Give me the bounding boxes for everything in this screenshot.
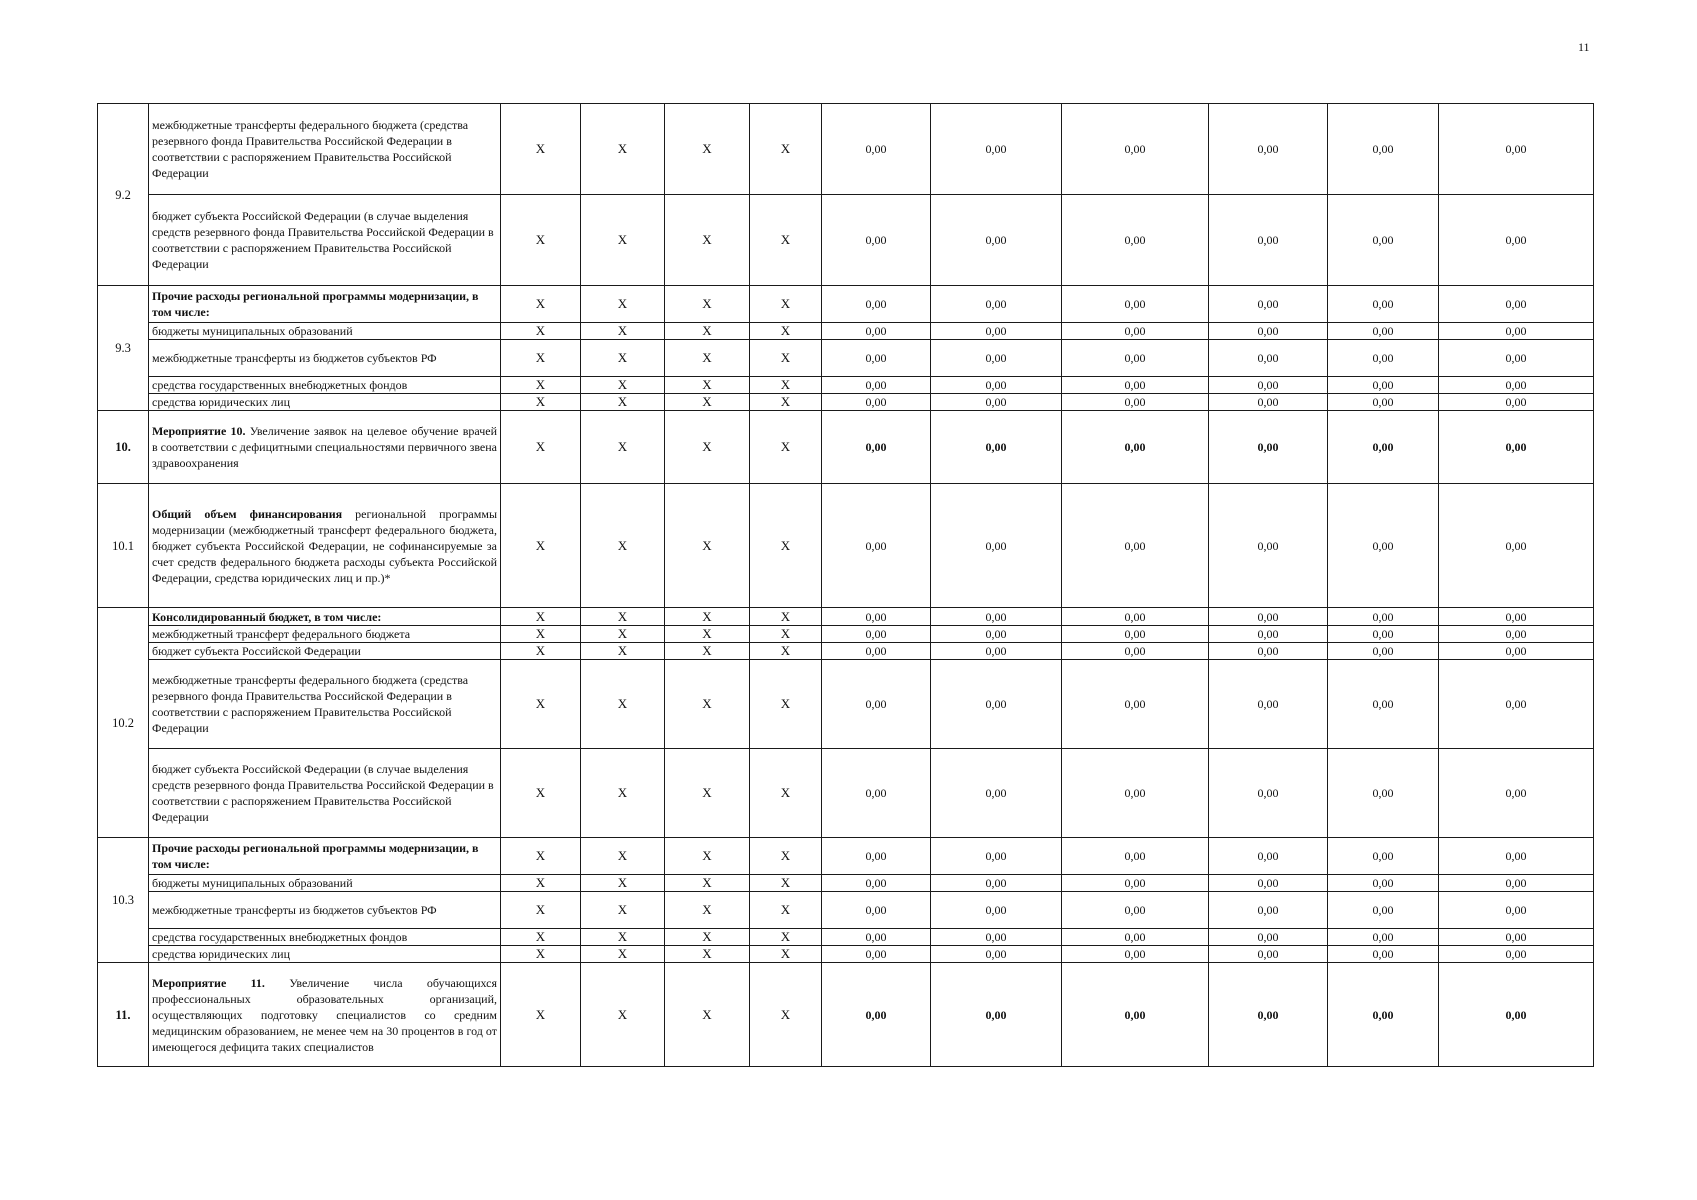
table-row xyxy=(98,340,1594,377)
cell-x-mark: X xyxy=(750,377,822,394)
cell-x-mark: X xyxy=(501,323,581,340)
cell-x-mark: X xyxy=(501,377,581,394)
row-label-text: Увеличение числа обучающихся профессиональных образовательных организаций, осуществляющих подготовку специалистов со средним медицинским образованием, не менее чем на 30 процентов в год от имеющегося дефицита таких специалистов xyxy=(152,975,497,1054)
table-row xyxy=(98,660,1594,749)
table-row xyxy=(98,626,1594,643)
cell-value: 0,00 xyxy=(1209,660,1328,749)
cell-value: 0,00 xyxy=(1209,286,1328,323)
cell-value: 0,00 xyxy=(1209,929,1328,946)
cell-x-mark: X xyxy=(750,963,822,1067)
cell-x-mark: X xyxy=(581,929,665,946)
cell-value: 0,00 xyxy=(822,946,931,963)
cell-value: 0,00 xyxy=(1062,643,1209,660)
row-label xyxy=(149,749,501,838)
cell-value: 0,00 xyxy=(1439,875,1594,892)
table-row xyxy=(98,838,1594,875)
cell-value: 0,00 xyxy=(822,643,931,660)
cell-value: 0,00 xyxy=(931,377,1062,394)
table-row xyxy=(98,892,1594,929)
row-label-text: межбюджетный трансферт федерального бюджета xyxy=(152,627,411,641)
cell-x-mark: X xyxy=(581,643,665,660)
cell-x-mark: X xyxy=(501,286,581,323)
cell-value: 0,00 xyxy=(1062,875,1209,892)
cell-value: 0,00 xyxy=(931,608,1062,626)
cell-value: 0,00 xyxy=(931,323,1062,340)
row-label-text: бюджеты муниципальных образований xyxy=(152,876,353,890)
cell-value: 0,00 xyxy=(1062,195,1209,286)
cell-x-mark: X xyxy=(665,749,750,838)
cell-value: 0,00 xyxy=(1209,323,1328,340)
cell-value: 0,00 xyxy=(1439,195,1594,286)
cell-value: 0,00 xyxy=(1439,929,1594,946)
cell-x-mark: X xyxy=(581,749,665,838)
cell-value: 0,00 xyxy=(822,626,931,643)
row-number: 9.2 xyxy=(98,104,149,286)
cell-x-mark: X xyxy=(750,946,822,963)
cell-x-mark: X xyxy=(581,660,665,749)
cell-x-mark: X xyxy=(665,394,750,411)
cell-value: 0,00 xyxy=(1062,749,1209,838)
cell-x-mark: X xyxy=(581,626,665,643)
cell-value: 0,00 xyxy=(1328,626,1439,643)
row-label xyxy=(149,104,501,195)
cell-x-mark: X xyxy=(665,929,750,946)
cell-x-mark: X xyxy=(665,377,750,394)
cell-x-mark: X xyxy=(665,946,750,963)
cell-value: 0,00 xyxy=(1209,195,1328,286)
cell-x-mark: X xyxy=(581,946,665,963)
cell-value: 0,00 xyxy=(1209,484,1328,608)
cell-value: 0,00 xyxy=(1062,411,1209,484)
cell-x-mark: X xyxy=(750,608,822,626)
cell-x-mark: X xyxy=(501,643,581,660)
table-row xyxy=(98,394,1594,411)
cell-value: 0,00 xyxy=(1062,104,1209,195)
cell-x-mark: X xyxy=(501,892,581,929)
cell-value: 0,00 xyxy=(822,749,931,838)
cell-x-mark: X xyxy=(581,340,665,377)
cell-x-mark: X xyxy=(581,963,665,1067)
cell-value: 0,00 xyxy=(1328,608,1439,626)
cell-value: 0,00 xyxy=(822,104,931,195)
cell-x-mark: X xyxy=(501,394,581,411)
cell-x-mark: X xyxy=(501,875,581,892)
row-label xyxy=(149,643,501,660)
cell-x-mark: X xyxy=(581,838,665,875)
row-number: 11. xyxy=(98,963,149,1067)
cell-x-mark: X xyxy=(581,394,665,411)
row-number: 10.3 xyxy=(98,838,149,963)
row-label xyxy=(149,340,501,377)
cell-x-mark: X xyxy=(581,286,665,323)
cell-x-mark: X xyxy=(750,195,822,286)
cell-value: 0,00 xyxy=(1062,323,1209,340)
table-row xyxy=(98,286,1594,323)
cell-value: 0,00 xyxy=(822,286,931,323)
cell-value: 0,00 xyxy=(1209,626,1328,643)
cell-value: 0,00 xyxy=(1328,394,1439,411)
cell-value: 0,00 xyxy=(822,484,931,608)
cell-value: 0,00 xyxy=(1209,749,1328,838)
row-label-text: Прочие расходы региональной программы модернизации, в том числе: xyxy=(152,289,479,319)
cell-value: 0,00 xyxy=(931,660,1062,749)
cell-x-mark: X xyxy=(665,838,750,875)
cell-value: 0,00 xyxy=(1439,394,1594,411)
cell-x-mark: X xyxy=(665,892,750,929)
cell-x-mark: X xyxy=(750,286,822,323)
cell-value: 0,00 xyxy=(1209,838,1328,875)
table-row xyxy=(98,484,1594,608)
cell-value: 0,00 xyxy=(1209,963,1328,1067)
row-label xyxy=(149,660,501,749)
cell-value: 0,00 xyxy=(1209,411,1328,484)
cell-value: 0,00 xyxy=(1439,377,1594,394)
cell-x-mark: X xyxy=(750,929,822,946)
cell-x-mark: X xyxy=(501,749,581,838)
cell-value: 0,00 xyxy=(931,195,1062,286)
cell-x-mark: X xyxy=(581,608,665,626)
cell-value: 0,00 xyxy=(931,875,1062,892)
cell-x-mark: X xyxy=(750,484,822,608)
row-number: 10. xyxy=(98,411,149,484)
cell-value: 0,00 xyxy=(1328,377,1439,394)
cell-x-mark: X xyxy=(750,411,822,484)
cell-value: 0,00 xyxy=(1062,929,1209,946)
row-label-prefix: Мероприятие 11. xyxy=(152,975,265,990)
cell-value: 0,00 xyxy=(1439,963,1594,1067)
cell-value: 0,00 xyxy=(1209,875,1328,892)
cell-x-mark: X xyxy=(665,340,750,377)
cell-value: 0,00 xyxy=(1328,875,1439,892)
cell-x-mark: X xyxy=(665,626,750,643)
table-body xyxy=(98,104,1594,1067)
cell-x-mark: X xyxy=(750,104,822,195)
cell-value: 0,00 xyxy=(1439,484,1594,608)
cell-value: 0,00 xyxy=(1439,608,1594,626)
row-label xyxy=(149,195,501,286)
table-row xyxy=(98,875,1594,892)
cell-value: 0,00 xyxy=(931,963,1062,1067)
cell-x-mark: X xyxy=(665,411,750,484)
cell-value: 0,00 xyxy=(1328,838,1439,875)
cell-value: 0,00 xyxy=(1328,323,1439,340)
cell-x-mark: X xyxy=(665,963,750,1067)
table-row xyxy=(98,411,1594,484)
cell-value: 0,00 xyxy=(1209,608,1328,626)
cell-value: 0,00 xyxy=(1439,660,1594,749)
row-label xyxy=(149,838,501,875)
cell-value: 0,00 xyxy=(1439,946,1594,963)
cell-x-mark: X xyxy=(750,394,822,411)
row-label-text: средства юридических лиц xyxy=(152,947,290,961)
cell-x-mark: X xyxy=(665,484,750,608)
cell-x-mark: X xyxy=(581,484,665,608)
cell-value: 0,00 xyxy=(1328,643,1439,660)
cell-value: 0,00 xyxy=(1328,104,1439,195)
row-label-prefix: Общий объем финансирования xyxy=(152,506,343,521)
cell-x-mark: X xyxy=(750,643,822,660)
cell-x-mark: X xyxy=(581,323,665,340)
table-row xyxy=(98,104,1594,195)
cell-value: 0,00 xyxy=(822,411,931,484)
cell-value: 0,00 xyxy=(1062,963,1209,1067)
cell-value: 0,00 xyxy=(1439,340,1594,377)
row-label-text: бюджет субъекта Российской Федерации (в случае выделения средств резервного фонда Правительства Российской Федерации в соответствии с распоряжением Правительства Российской Федерации xyxy=(152,762,494,824)
cell-value: 0,00 xyxy=(1062,626,1209,643)
row-label xyxy=(149,963,501,1067)
row-label xyxy=(149,484,501,608)
table-row xyxy=(98,643,1594,660)
cell-value: 0,00 xyxy=(822,892,931,929)
cell-value: 0,00 xyxy=(1328,892,1439,929)
cell-value: 0,00 xyxy=(1328,946,1439,963)
cell-value: 0,00 xyxy=(1062,608,1209,626)
cell-value: 0,00 xyxy=(1209,892,1328,929)
cell-value: 0,00 xyxy=(1062,394,1209,411)
row-label-text: межбюджетные трансферты федерального бюджета (средства резервного фонда Правительства Российской Федерации в соответствии с распоряжением Правительства Российской Федерации xyxy=(152,118,469,180)
cell-x-mark: X xyxy=(750,323,822,340)
row-label-text: Увеличение заявок на целевое обучение врачей в соответствии с дефицитными специальностями первичного звена здравоохранения xyxy=(152,424,497,470)
row-label-text: межбюджетные трансферты федерального бюджета (средства резервного фонда Правительства Российской Федерации в соответствии с распоряжением Правительства Российской Федерации xyxy=(152,673,469,735)
cell-value: 0,00 xyxy=(822,963,931,1067)
cell-value: 0,00 xyxy=(1062,892,1209,929)
cell-value: 0,00 xyxy=(822,340,931,377)
cell-value: 0,00 xyxy=(822,195,931,286)
cell-x-mark: X xyxy=(581,875,665,892)
cell-value: 0,00 xyxy=(1328,929,1439,946)
cell-value: 0,00 xyxy=(1439,286,1594,323)
row-label-text: межбюджетные трансферты из бюджетов субъектов РФ xyxy=(152,903,437,917)
cell-value: 0,00 xyxy=(1328,749,1439,838)
cell-value: 0,00 xyxy=(1439,323,1594,340)
table-row xyxy=(98,323,1594,340)
cell-value: 0,00 xyxy=(1328,411,1439,484)
cell-value: 0,00 xyxy=(1439,104,1594,195)
cell-value: 0,00 xyxy=(931,394,1062,411)
table-row xyxy=(98,963,1594,1067)
cell-value: 0,00 xyxy=(1439,643,1594,660)
cell-value: 0,00 xyxy=(822,660,931,749)
cell-x-mark: X xyxy=(750,875,822,892)
table-row xyxy=(98,377,1594,394)
table-row xyxy=(98,749,1594,838)
cell-x-mark: X xyxy=(750,340,822,377)
cell-value: 0,00 xyxy=(931,892,1062,929)
cell-value: 0,00 xyxy=(822,875,931,892)
row-number: 10.1 xyxy=(98,484,149,608)
cell-x-mark: X xyxy=(501,484,581,608)
row-number: 10.2 xyxy=(98,608,149,838)
cell-value: 0,00 xyxy=(1439,411,1594,484)
cell-value: 0,00 xyxy=(1328,195,1439,286)
cell-x-mark: X xyxy=(581,377,665,394)
cell-x-mark: X xyxy=(501,660,581,749)
row-label xyxy=(149,377,501,394)
cell-value: 0,00 xyxy=(1062,484,1209,608)
cell-x-mark: X xyxy=(501,626,581,643)
cell-value: 0,00 xyxy=(1209,104,1328,195)
cell-value: 0,00 xyxy=(931,484,1062,608)
cell-value: 0,00 xyxy=(1062,660,1209,749)
table-row xyxy=(98,608,1594,626)
cell-value: 0,00 xyxy=(822,394,931,411)
row-label-text: бюджет субъекта Российской Федерации xyxy=(152,644,361,658)
cell-x-mark: X xyxy=(750,838,822,875)
cell-value: 0,00 xyxy=(931,749,1062,838)
row-label xyxy=(149,892,501,929)
row-label xyxy=(149,411,501,484)
row-label xyxy=(149,946,501,963)
cell-x-mark: X xyxy=(581,195,665,286)
cell-value: 0,00 xyxy=(1062,946,1209,963)
row-label-text: межбюджетные трансферты из бюджетов субъектов РФ xyxy=(152,351,437,365)
row-label xyxy=(149,929,501,946)
row-label-text: региональной программы модернизации (межбюджетный трансферт федерального бюджета, бюджет субъекта Российской Федерации, не софинансируемые за счет средств федерального бюджета расходы субъекта Российской Федерации, средства юридических лиц и пр.)* xyxy=(152,506,498,585)
row-label-prefix: Мероприятие 10. xyxy=(152,424,246,438)
financing-table xyxy=(97,103,1594,1067)
cell-value: 0,00 xyxy=(1439,838,1594,875)
cell-value: 0,00 xyxy=(1439,892,1594,929)
cell-value: 0,00 xyxy=(1328,963,1439,1067)
cell-value: 0,00 xyxy=(931,929,1062,946)
cell-x-mark: X xyxy=(501,104,581,195)
cell-x-mark: X xyxy=(501,946,581,963)
cell-value: 0,00 xyxy=(822,838,931,875)
cell-value: 0,00 xyxy=(822,323,931,340)
cell-value: 0,00 xyxy=(1062,377,1209,394)
cell-x-mark: X xyxy=(750,749,822,838)
page-number: 11 xyxy=(1578,40,1590,54)
cell-x-mark: X xyxy=(581,411,665,484)
table-row xyxy=(98,195,1594,286)
cell-x-mark: X xyxy=(750,626,822,643)
cell-value: 0,00 xyxy=(1328,484,1439,608)
row-label xyxy=(149,394,501,411)
cell-x-mark: X xyxy=(665,660,750,749)
cell-x-mark: X xyxy=(750,660,822,749)
cell-value: 0,00 xyxy=(1328,340,1439,377)
cell-value: 0,00 xyxy=(1062,838,1209,875)
cell-value: 0,00 xyxy=(1062,286,1209,323)
row-label-text: средства государственных внебюджетных фондов xyxy=(152,378,408,392)
cell-value: 0,00 xyxy=(822,929,931,946)
cell-value: 0,00 xyxy=(822,608,931,626)
cell-value: 0,00 xyxy=(1328,286,1439,323)
row-label xyxy=(149,286,501,323)
cell-x-mark: X xyxy=(665,875,750,892)
cell-value: 0,00 xyxy=(1209,340,1328,377)
cell-x-mark: X xyxy=(581,104,665,195)
cell-x-mark: X xyxy=(665,195,750,286)
row-label-text: средства юридических лиц xyxy=(152,395,290,409)
row-label-text: средства государственных внебюджетных фондов xyxy=(152,930,408,944)
cell-value: 0,00 xyxy=(931,104,1062,195)
cell-x-mark: X xyxy=(501,963,581,1067)
cell-x-mark: X xyxy=(665,104,750,195)
cell-value: 0,00 xyxy=(1209,946,1328,963)
cell-value: 0,00 xyxy=(1209,394,1328,411)
cell-x-mark: X xyxy=(501,608,581,626)
cell-x-mark: X xyxy=(750,892,822,929)
cell-value: 0,00 xyxy=(931,946,1062,963)
cell-x-mark: X xyxy=(501,411,581,484)
row-label xyxy=(149,875,501,892)
row-label-text: бюджет субъекта Российской Федерации (в случае выделения средств резервного фонда Правительства Российской Федерации в соответствии с распоряжением Правительства Российской Федерации xyxy=(152,209,494,271)
cell-value: 0,00 xyxy=(1439,626,1594,643)
cell-x-mark: X xyxy=(665,608,750,626)
row-label xyxy=(149,323,501,340)
row-label-text: Прочие расходы региональной программы модернизации, в том числе: xyxy=(152,841,479,871)
cell-value: 0,00 xyxy=(1209,377,1328,394)
cell-x-mark: X xyxy=(501,195,581,286)
cell-value: 0,00 xyxy=(822,377,931,394)
row-label-text: бюджеты муниципальных образований xyxy=(152,324,353,338)
cell-value: 0,00 xyxy=(931,838,1062,875)
cell-value: 0,00 xyxy=(931,340,1062,377)
cell-value: 0,00 xyxy=(931,286,1062,323)
row-number: 9.3 xyxy=(98,286,149,411)
cell-value: 0,00 xyxy=(931,411,1062,484)
cell-x-mark: X xyxy=(581,892,665,929)
cell-x-mark: X xyxy=(501,838,581,875)
cell-value: 0,00 xyxy=(1209,643,1328,660)
cell-value: 0,00 xyxy=(1439,749,1594,838)
table-row xyxy=(98,929,1594,946)
cell-x-mark: X xyxy=(665,643,750,660)
cell-value: 0,00 xyxy=(1328,660,1439,749)
cell-value: 0,00 xyxy=(1062,340,1209,377)
row-label xyxy=(149,608,501,626)
cell-value: 0,00 xyxy=(931,643,1062,660)
cell-value: 0,00 xyxy=(931,626,1062,643)
row-label-text: Консолидированный бюджет, в том числе: xyxy=(152,609,382,624)
cell-x-mark: X xyxy=(665,323,750,340)
table-row xyxy=(98,946,1594,963)
row-label xyxy=(149,626,501,643)
cell-x-mark: X xyxy=(501,929,581,946)
cell-x-mark: X xyxy=(665,286,750,323)
cell-x-mark: X xyxy=(501,340,581,377)
